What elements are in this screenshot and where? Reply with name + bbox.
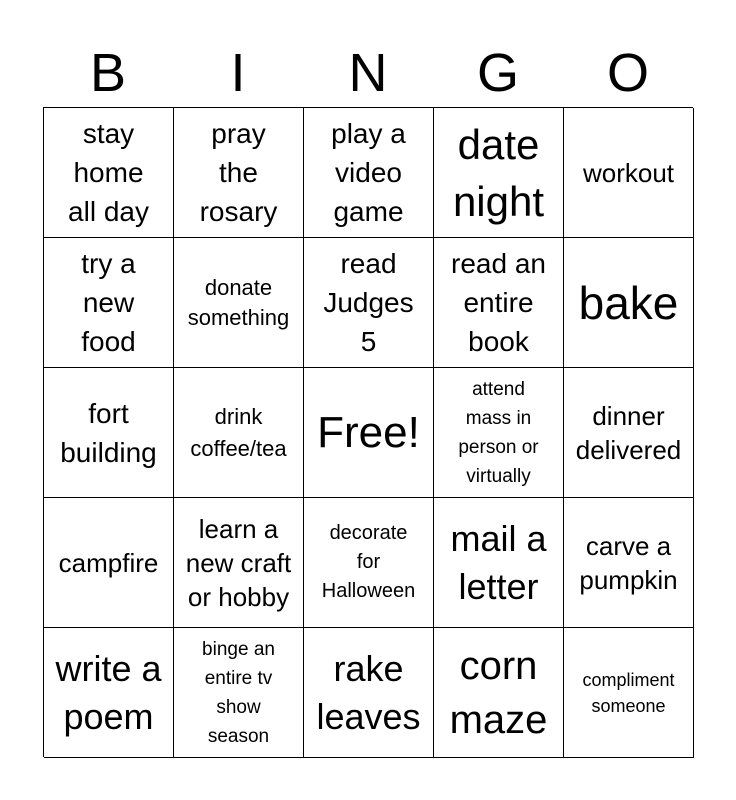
cell-text: date night [452, 120, 545, 225]
bingo-cell[interactable] [304, 498, 434, 628]
cell-text: binge an entire tv show season [202, 638, 275, 747]
free-space: Free! [317, 407, 420, 457]
cell-text: drink coffee/tea [190, 403, 287, 461]
header-letter-n: N [348, 43, 388, 103]
cell-text: pray the rosary [199, 118, 278, 227]
bingo-cell[interactable] [44, 498, 174, 628]
cell-text: play a video game [331, 118, 406, 227]
cell-text: corn maze [449, 643, 548, 742]
bingo-cell[interactable] [564, 238, 694, 368]
bingo-cell[interactable] [564, 108, 694, 238]
bingo-cell[interactable] [434, 238, 564, 368]
bingo-cell[interactable] [564, 628, 694, 758]
cell-text: donate something [187, 274, 290, 330]
cell-text: attend mass in person or virtually [458, 378, 539, 487]
bingo-cell[interactable] [174, 628, 304, 758]
header-letter-b: B [89, 43, 127, 103]
cell-text: dinner delivered [575, 400, 682, 465]
bingo-cell[interactable] [304, 368, 434, 498]
cell-text: try a new food [81, 248, 136, 357]
bingo-cell[interactable] [44, 368, 174, 498]
bingo-cell[interactable] [564, 498, 694, 628]
bingo-cell[interactable] [44, 108, 174, 238]
bingo-header [43, 40, 693, 106]
bingo-cell[interactable] [434, 628, 564, 758]
header-letter-g: G [476, 43, 519, 103]
cell-text: decorate for Halloween [321, 522, 416, 602]
header-letter-o: O [606, 43, 649, 103]
bingo-cell[interactable] [304, 628, 434, 758]
cell-text: workout [582, 157, 675, 188]
header-letter-i: I [230, 43, 246, 103]
bingo-cell[interactable] [304, 108, 434, 238]
cell-text: carve a pumpkin [579, 530, 678, 595]
cell-text: stay home all day [68, 118, 149, 227]
bingo-cell[interactable] [44, 628, 174, 758]
cell-text: rake leaves [316, 647, 421, 737]
bingo-cell[interactable] [44, 238, 174, 368]
cell-text: bake [578, 276, 679, 329]
cell-text: campfire [58, 547, 159, 578]
cell-text: mail a letter [450, 517, 547, 607]
bingo-cell[interactable] [174, 498, 304, 628]
bingo-cell[interactable] [304, 238, 434, 368]
cell-text: read an entire book [451, 248, 546, 357]
bingo-cell[interactable] [434, 108, 564, 238]
cell-text: compliment someone [582, 669, 675, 716]
bingo-board [43, 107, 693, 757]
cell-text: read Judges 5 [323, 248, 414, 357]
bingo-cell[interactable] [434, 368, 564, 498]
cell-text: fort building [60, 397, 157, 468]
bingo-cell[interactable] [174, 238, 304, 368]
bingo-cell[interactable] [174, 368, 304, 498]
bingo-cell[interactable] [564, 368, 694, 498]
cell-text: learn a new craft or hobby [185, 513, 292, 612]
bingo-cell[interactable] [174, 108, 304, 238]
cell-text: write a poem [55, 647, 162, 737]
bingo-cell[interactable] [434, 498, 564, 628]
